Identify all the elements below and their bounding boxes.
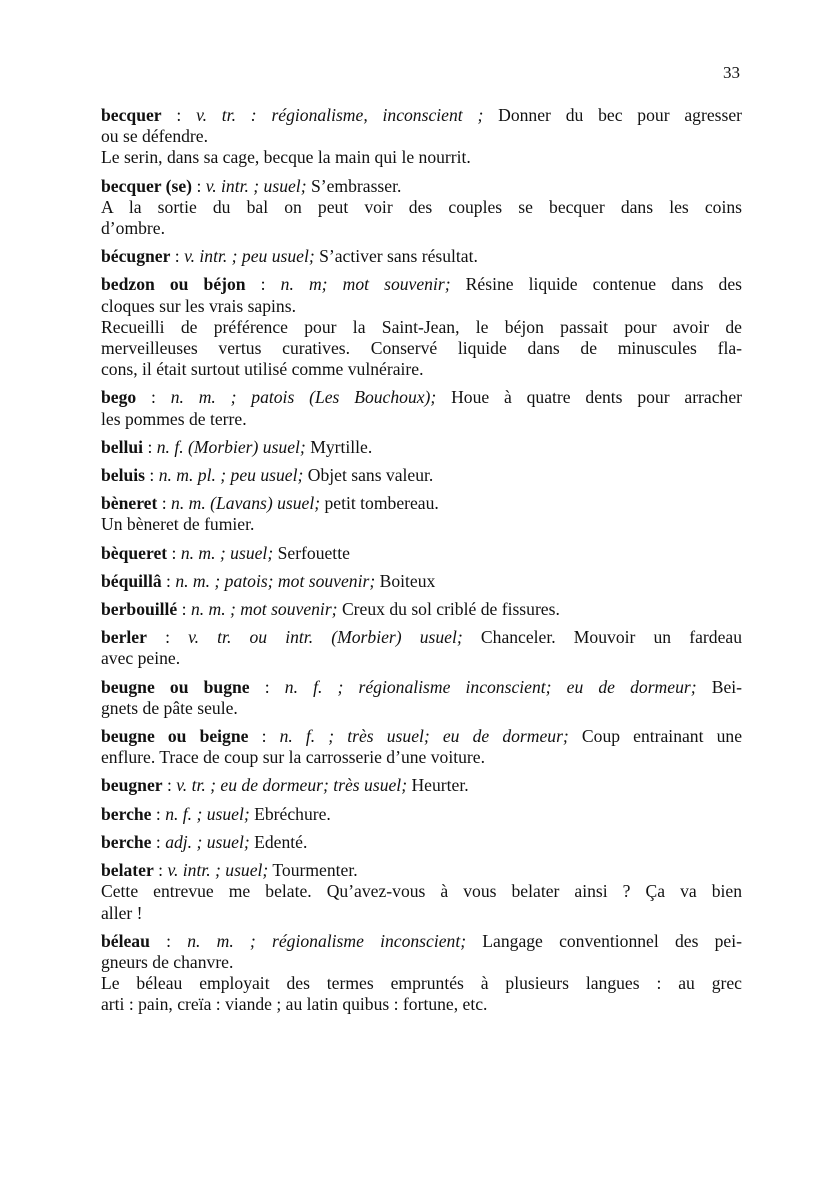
definition-line bbox=[101, 903, 742, 924]
entry-first-line: bèqueret : n. m. ; usuel; Serfouette bbox=[101, 542, 350, 563]
headword: béquillâ bbox=[101, 570, 162, 591]
entry-first-line: berche : n. f. ; usuel; Ebréchure. bbox=[101, 803, 331, 824]
headword: béleau bbox=[101, 930, 150, 951]
definition-text: ou se défendre. bbox=[101, 126, 208, 147]
dictionary-entry bbox=[101, 860, 742, 924]
definition-text: d’ombre. bbox=[101, 218, 166, 239]
grammatical-category: n. m. ; patois; mot souvenir; bbox=[175, 570, 376, 591]
headword: bellui bbox=[101, 436, 144, 457]
headword: bèqueret bbox=[101, 542, 168, 563]
definition-line bbox=[101, 881, 742, 902]
definition-text: Creux du sol criblé de fissures. bbox=[341, 599, 560, 620]
definition-text: enflure. Trace de coup sur la carrosserie d’une voiture. bbox=[101, 747, 485, 768]
definition-text: Donner du bec pour agresser bbox=[498, 105, 742, 125]
entry-first-line: belater : v. intr. ; usuel; Tourmenter. bbox=[101, 860, 358, 881]
definition-line bbox=[101, 338, 742, 359]
definition-line bbox=[101, 994, 742, 1015]
grammatical-category: n. f. ; usuel; bbox=[165, 803, 250, 824]
grammatical-category: n. f. ; régionalisme inconscient; eu de dormeur; bbox=[284, 676, 697, 697]
definition-text: Un bèneret de fumier. bbox=[101, 514, 255, 535]
grammatical-category: v. tr. : régionalisme, inconscient ; bbox=[196, 105, 484, 125]
grammatical-category: n. f. (Morbier) usuel; bbox=[156, 436, 306, 457]
definition-line bbox=[101, 698, 742, 719]
dictionary-entry bbox=[101, 105, 742, 169]
entry-first-line: berche : adj. ; usuel; Edenté. bbox=[101, 831, 308, 852]
entry-first-line: beugne ou beigne : n. f. ; très usuel; eu de dormeur; Coup entrainant une bbox=[101, 726, 743, 747]
dictionary-entry bbox=[101, 571, 742, 592]
entry-first-line: bellui : n. f. (Morbier) usuel; Myrtille. bbox=[101, 436, 373, 457]
entry-first-line: becquer (se) : v. intr. ; usuel; S’embrasser. bbox=[101, 175, 402, 196]
dictionary-entry bbox=[101, 726, 742, 768]
definition-text: S’embrasser. bbox=[310, 175, 402, 196]
entry-first-line: beluis : n. m. pl. ; peu usuel; Objet sans valeur. bbox=[101, 465, 434, 486]
headword: belater bbox=[101, 860, 154, 881]
entry-first-line: bedzon ou béjon : n. m; mot souvenir; Résine liquide contenue dans des bbox=[101, 274, 743, 295]
entry-first-line: becquer : v. tr. : régionalisme, inconscient ; Donner du bec pour agresser bbox=[101, 105, 742, 125]
definition-text: Ebréchure. bbox=[254, 803, 331, 824]
definition-text: Tourmenter. bbox=[272, 860, 358, 881]
grammatical-category: v. intr. ; usuel; bbox=[205, 175, 307, 196]
entry-first-line: bécugner : v. intr. ; peu usuel; S’activer sans résultat. bbox=[101, 246, 478, 267]
definition-text: Bei- bbox=[711, 676, 743, 697]
dictionary-entry bbox=[101, 931, 742, 1016]
definition-text: Serfouette bbox=[277, 542, 350, 563]
dictionary-entry bbox=[101, 437, 742, 458]
definition-text: Heurter. bbox=[411, 775, 469, 796]
definition-line bbox=[101, 296, 742, 317]
grammatical-category: v. intr. ; peu usuel; bbox=[184, 246, 315, 267]
definition-text: Objet sans valeur. bbox=[307, 465, 434, 486]
grammatical-category: v. tr. ou intr. (Morbier) usuel; bbox=[188, 627, 463, 648]
headword: bèneret bbox=[101, 493, 158, 514]
headword: bego bbox=[101, 387, 137, 408]
definition-text: Le béleau employait des termes empruntés à plusieurs langues : au grec bbox=[101, 973, 742, 994]
dictionary-entry bbox=[101, 627, 742, 669]
headword: beugne ou beigne bbox=[101, 726, 249, 747]
entry-first-line: beugne ou bugne : n. f. ; régionalisme inconscient; eu de dormeur; Bei- bbox=[101, 676, 743, 697]
entry-first-line: bèneret : n. m. (Lavans) usuel; petit tombereau. bbox=[101, 493, 439, 514]
entry-first-line: béquillâ : n. m. ; patois; mot souvenir; Boiteux bbox=[101, 570, 436, 591]
definition-line bbox=[101, 648, 742, 669]
definition-text: Coup entrainant une bbox=[581, 726, 743, 747]
grammatical-category: n. m. ; usuel; bbox=[180, 542, 274, 563]
headword: beluis bbox=[101, 465, 146, 486]
headword: berche bbox=[101, 831, 152, 852]
definition-text: Résine liquide contenue dans des bbox=[465, 274, 743, 295]
definition-line bbox=[101, 147, 742, 168]
definition-line bbox=[101, 359, 742, 380]
definition-text: arti : pain, creïa : viande ; au latin quibus : fortune, etc. bbox=[101, 994, 488, 1015]
definition-text: gnets de pâte seule. bbox=[101, 697, 238, 718]
dictionary-entry bbox=[101, 246, 742, 267]
entry-list bbox=[101, 105, 742, 1016]
definition-text: Houe à quatre dents pour arracher bbox=[451, 387, 743, 408]
entry-first-line: béleau : n. m. ; régionalisme inconscient; Langage conventionnel des pei- bbox=[101, 930, 742, 951]
entry-first-line: berbouillé : n. m. ; mot souvenir; Creux du sol criblé de fissures. bbox=[101, 599, 560, 620]
definition-line bbox=[101, 218, 742, 239]
definition-text: gneurs de chanvre. bbox=[101, 951, 234, 972]
headword: becquer (se) bbox=[101, 175, 193, 196]
definition-text: les pommes de terre. bbox=[101, 408, 247, 429]
page-number: 33 bbox=[723, 63, 740, 82]
headword: bécugner bbox=[101, 246, 171, 267]
definition-text: aller ! bbox=[101, 902, 143, 923]
grammatical-category: n. m. ; patois (Les Bouchoux); bbox=[170, 387, 437, 408]
dictionary-entry bbox=[101, 677, 742, 719]
grammatical-category: n. m; mot souvenir; bbox=[280, 274, 451, 295]
definition-text: Edenté. bbox=[254, 831, 308, 852]
definition-text: Cette entrevue me belate. Qu’avez-vous à vous belater ainsi ? Ça va bien bbox=[101, 881, 742, 902]
definition-text: merveilleuses vertus curatives. Conservé liquide dans de minuscules fla- bbox=[101, 338, 742, 359]
definition-text: petit tombereau. bbox=[324, 493, 439, 514]
definition-text: Boiteux bbox=[379, 570, 436, 591]
definition-line bbox=[101, 973, 742, 994]
dictionary-entry bbox=[101, 465, 742, 486]
grammatical-category: n. m. pl. ; peu usuel; bbox=[158, 465, 304, 486]
grammatical-category: v. tr. ; eu de dormeur; très usuel; bbox=[176, 775, 408, 796]
dictionary-entry bbox=[101, 543, 742, 564]
grammatical-category: n. m. ; mot souvenir; bbox=[190, 599, 338, 620]
definition-text: S’activer sans résultat. bbox=[319, 246, 478, 267]
headword: beugner bbox=[101, 775, 163, 796]
definition-text: Chanceler. Mouvoir un fardeau bbox=[480, 627, 742, 648]
headword: berche bbox=[101, 803, 152, 824]
definition-text: cons, il était surtout utilisé comme vulnéraire. bbox=[101, 359, 424, 380]
headword: bedzon ou béjon bbox=[101, 274, 246, 295]
definition-text: A la sortie du bal on peut voir des couples se becquer dans les coins bbox=[101, 196, 742, 217]
definition-text: cloques sur les vrais sapins. bbox=[101, 295, 296, 316]
dictionary-entry bbox=[101, 775, 742, 796]
dictionary-entry bbox=[101, 804, 742, 825]
definition-text: avec peine. bbox=[101, 648, 181, 669]
definition-text: Langage conventionnel des pei- bbox=[482, 930, 742, 951]
grammatical-category: n. m. (Lavans) usuel; bbox=[171, 493, 321, 514]
headword: beugne ou bugne bbox=[101, 676, 250, 697]
dictionary-entry bbox=[101, 387, 742, 429]
headword: becquer bbox=[101, 105, 162, 125]
dictionary-entry bbox=[101, 493, 742, 535]
entry-first-line: berler : v. tr. ou intr. (Morbier) usuel; Chanceler. Mouvoir un fardeau bbox=[101, 627, 742, 648]
dictionary-entry bbox=[101, 274, 742, 380]
definition-line bbox=[101, 747, 742, 768]
headword: berbouillé bbox=[101, 599, 178, 620]
definition-text: Le serin, dans sa cage, becque la main qui le nourrit. bbox=[101, 147, 471, 168]
definition-line bbox=[101, 409, 742, 430]
definition-line bbox=[101, 197, 742, 218]
dictionary-page bbox=[101, 62, 742, 1023]
grammatical-category: adj. ; usuel; bbox=[165, 831, 250, 852]
definition-line bbox=[101, 126, 742, 147]
dictionary-entry bbox=[101, 832, 742, 853]
entry-first-line: bego : n. m. ; patois (Les Bouchoux); Houe à quatre dents pour arracher bbox=[101, 387, 743, 408]
definition-line bbox=[101, 317, 742, 338]
definition-line bbox=[101, 952, 742, 973]
dictionary-entry bbox=[101, 176, 742, 240]
dictionary-entry bbox=[101, 599, 742, 620]
grammatical-category: v. intr. ; usuel; bbox=[167, 860, 269, 881]
headword: berler bbox=[101, 627, 147, 648]
definition-text: Myrtille. bbox=[310, 436, 373, 457]
definition-text: Recueilli de préférence pour la Saint-Jean, le béjon passait pour avoir de bbox=[101, 316, 742, 337]
definition-line bbox=[101, 514, 742, 535]
grammatical-category: n. f. ; très usuel; eu de dormeur; bbox=[279, 726, 569, 747]
entry-first-line: beugner : v. tr. ; eu de dormeur; très usuel; Heurter. bbox=[101, 775, 469, 796]
grammatical-category: n. m. ; régionalisme inconscient; bbox=[187, 930, 467, 951]
